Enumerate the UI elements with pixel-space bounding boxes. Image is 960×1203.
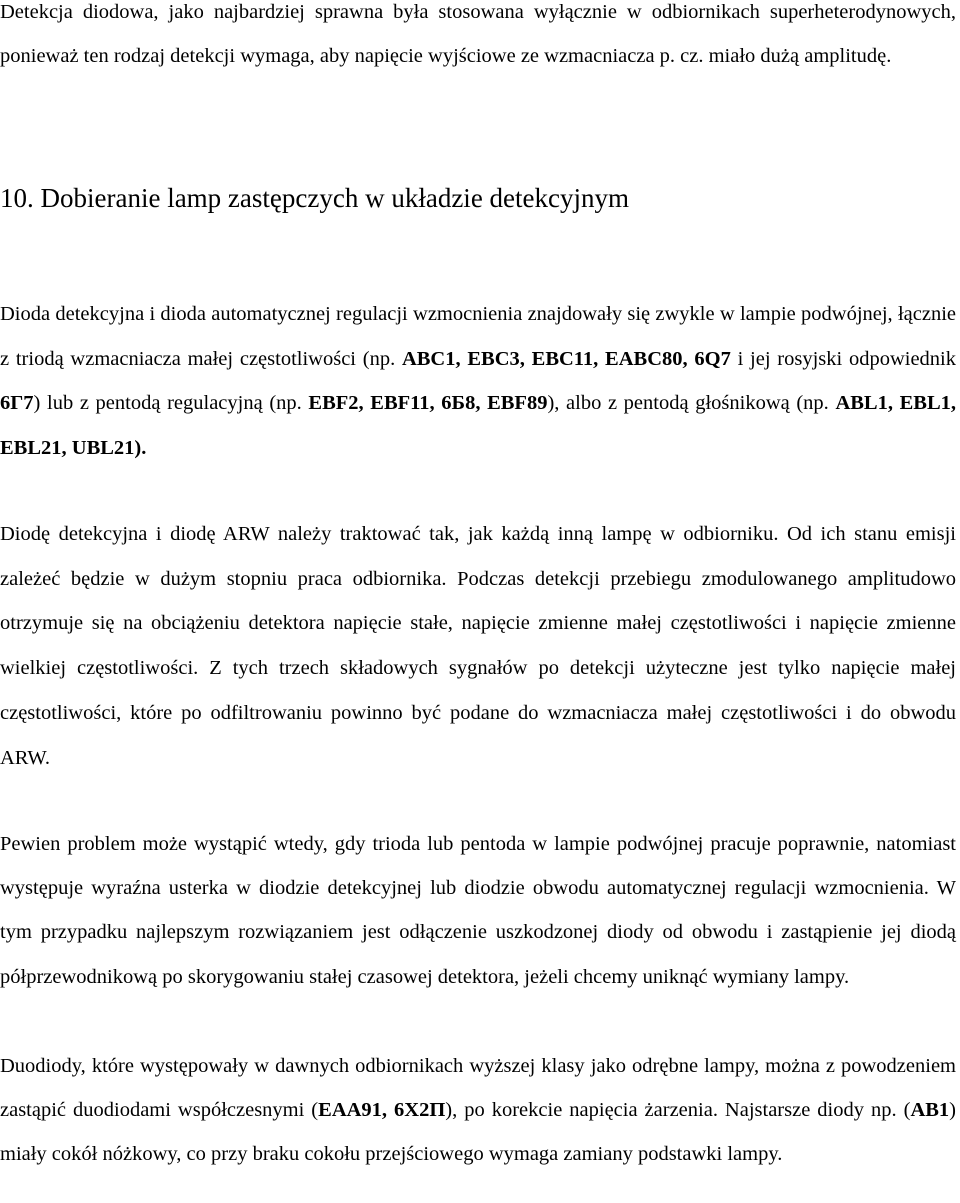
tube-modern: EAA91, 6X2П	[318, 1099, 446, 1122]
paragraph-diodes-text-2: i jej rosyjski odpowiednik	[730, 347, 956, 370]
paragraph-diodes-text-1: Dioda detekcyjna i dioda automatycznej regulacji wzmocnienia znajdowały się zwykle w lampie podwójnej, łącznie z triodą wzmacniacza małej częstotliwości (np.	[0, 303, 956, 370]
tube-old: AB1	[910, 1099, 950, 1122]
tube-list-1: ABC1, EBC3, EBC11, EABC80, 6Q7	[401, 347, 731, 370]
tube-list-3: ABL1, EBL1, EBL21, UBL21).	[0, 392, 957, 459]
paragraph-intro: Detekcja diodowa, jako najbardziej sprawna była stosowana wyłącznie w odbiornikach superheterodynowych, ponieważ ten rodzaj detekcji wymaga, aby napięcie wyjściowe ze wzmacniacza p. cz. miało dużą amplitudę.	[0, 1, 956, 67]
paragraph-duodiodes-text-2: ), po korekcie napięcia żarzenia. Najstarsze diody np. (	[445, 1099, 911, 1122]
paragraph-duodiodes-text-3: ) miały cokół nóżkowy, co przy braku cokołu przejściowego wymaga zamiany podstawki lampy.	[0, 1099, 956, 1166]
tube-russian: 6Г7	[0, 392, 34, 414]
tube-list-2: EBF2, EBF11, 6Б8, EBF89	[308, 392, 548, 414]
paragraph-diodes	[0, 292, 956, 470]
paragraph-problem: Pewien problem może wystąpić wtedy, gdy trioda lub pentoda w lampie podwójnej pracuje poprawnie, natomiast występuje wyraźna usterka w diodzie detekcyjnej lub diodzie obwodu automatycznej regulacji wzmocnienia. W tym przypadku najlepszym rozwiązaniem jest odłączenie uszkodzonej diody od obwodu i zastąpienie jej diodą półprzewodnikową po skorygowaniu stałej czasowej detektora, jeżeli chcemy uniknąć wymiany lampy.	[0, 833, 956, 988]
paragraph-diodes-text-3: ) lub z pentodą regulacyjną (np.	[33, 392, 309, 414]
section-heading: 10. Dobieranie lamp zastępczych w układzie detekcyjnym	[0, 183, 630, 213]
paragraph-duodiodes	[0, 1044, 956, 1177]
paragraph-diodes-text-4: ), albo z pentodą głośnikową (np.	[547, 392, 836, 414]
paragraph-duodiodes-text-1: Duodiody, które występowały w dawnych odbiornikach wyższej klasy jako odrębne lampy, można z powodzeniem zastąpić duodiodami współczesnymi (	[0, 1055, 956, 1122]
paragraph-detection: Diodę detekcyjna i diodę ARW należy traktować tak, jak każdą inną lampę w odbiorniku. Od ich stanu emisji zależeć będzie w dużym stopniu praca odbiornika. Podczas detekcji przebiegu zmodulowanego amplitudowo otrzymuje się na obciążeniu detektora napięcie stałe, napięcie zmienne małej częstotliwości i napięcie zmienne wielkiej częstotliwości. Z tych trzech składowych sygnałów po detekcji użyteczne jest tylko napięcie małej częstotliwości, które po odfiltrowaniu powinno być podane do wzmacniacza małej częstotliwości i do obwodu ARW.	[0, 523, 956, 769]
